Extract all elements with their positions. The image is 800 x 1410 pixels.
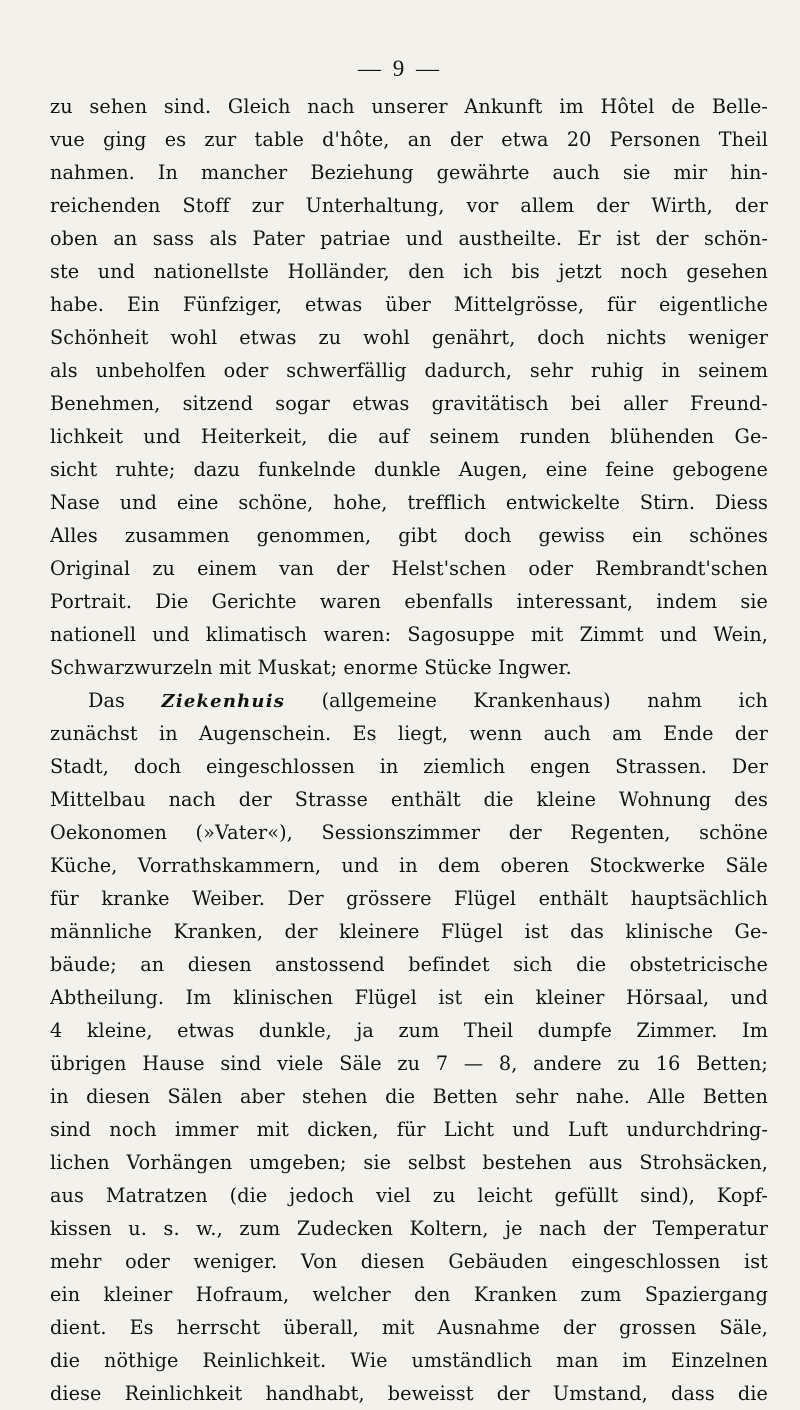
paragraph-start-line [50,684,768,717]
text-line: ein kleiner Hofraum, welcher den Kranken zum Spaziergang [50,1283,768,1306]
lead-word: Das [88,689,125,712]
text-line: nationell und klimatisch waren: Sagosuppe mit Zimmt und Wein, [50,623,768,646]
text-line: die nöthige Reinlichkeit. Wie umständlich man im Einzelnen [50,1349,768,1372]
text-line: lichkeit und Heiterkeit, die auf seinem runden blühenden Ge- [50,425,768,448]
lead-continuation: (allgemeine Krankenhaus) nahm ich [321,689,768,712]
text-line: diese Reinlichkeit handhabt, beweisst der Umstand, dass die [50,1382,768,1405]
text-line: Alles zusammen genommen, gibt doch gewiss ein schönes [50,524,768,547]
text-line: lichen Vorhängen umgeben; sie selbst bestehen aus Strohsäcken, [50,1151,768,1174]
text-line: Schönheit wohl etwas zu wohl genährt, doch nichts weniger [50,326,768,349]
text-line: aus Matratzen (die jedoch viel zu leicht gefüllt sind), Kopf- [50,1184,768,1207]
text-line: habe. Ein Fünfziger, etwas über Mittelgrösse, für eigentliche [50,293,768,316]
text-line: Schwarzwurzeln mit Muskat; enorme Stücke Ingwer. [50,656,572,679]
text-line: Nase und eine schöne, hohe, trefflich entwickelte Stirn. Diess [50,491,768,514]
text-line: in diesen Sälen aber stehen die Betten sehr nahe. Alle Betten [50,1085,768,1108]
text-line: ste und nationellste Holländer, den ich bis jetzt noch gesehen [50,260,768,283]
text-line: Original zu einem van der Helst'schen oder Rembrandt'schen [50,557,768,580]
text-line: mehr oder weniger. Von diesen Gebäuden eingeschlossen ist [50,1250,768,1273]
text-line: nahmen. In mancher Beziehung gewährte auch sie mir hin- [50,161,768,184]
text-line: für kranke Weiber. Der grössere Flügel enthält hauptsächlich [50,887,768,910]
text-line: dient. Es herrscht überall, mit Ausnahme der grossen Säle, [50,1316,768,1339]
text-line: zunächst in Augenschein. Es liegt, wenn auch am Ende der [50,722,768,745]
body-text [50,90,768,1410]
text-line: bäude; an diesen anstossend befindet sich die obstetricische [50,953,768,976]
text-line: Abtheilung. Im klinischen Flügel ist ein kleiner Hörsaal, und [50,986,768,1009]
text-line: reichenden Stoff zur Unterhaltung, vor allem der Wirth, der [50,194,768,217]
emphasized-term: Ziekenhuis [161,691,286,712]
text-line: oben an sass als Pater patriae und austheilte. Er ist der schön- [50,227,768,250]
text-line: Benehmen, sitzend sogar etwas gravitätisch bei aller Freund- [50,392,768,415]
text-line: Oekonomen (»Vater«), Sessionszimmer der Regenten, schöne [50,821,768,844]
text-line: Küche, Vorrathskammern, und in dem oberen Stockwerke Säle [50,854,768,877]
text-line: Portrait. Die Gerichte waren ebenfalls interessant, indem sie [50,590,768,613]
text-line: 4 kleine, etwas dunkle, ja zum Theil dumpfe Zimmer. Im [50,1019,768,1042]
text-line: übrigen Hause sind viele Säle zu 7 — 8, andere zu 16 Betten; [50,1052,768,1075]
text-line: männliche Kranken, der kleinere Flügel ist das klinische Ge- [50,920,768,943]
text-line: sicht ruhte; dazu funkelnde dunkle Augen, eine feine gebogene [50,458,768,481]
text-line: als unbeholfen oder schwerfällig dadurch, sehr ruhig in seinem [50,359,768,382]
text-line: kissen u. s. w., zum Zudecken Koltern, je nach der Temperatur [50,1217,768,1240]
text-line: sind noch immer mit dicken, für Licht und Luft undurchdring- [50,1118,768,1141]
text-line: vue ging es zur table d'hôte, an der etwa 20 Personen Theil [50,128,768,151]
text-line: zu sehen sind. Gleich nach unserer Ankunft im Hôtel de Belle- [50,95,768,118]
text-line: Stadt, doch eingeschlossen in ziemlich engen Strassen. Der [50,755,768,778]
text-line: Mittelbau nach der Strasse enthält die kleine Wohnung des [50,788,768,811]
page-number: — 9 — [358,56,442,81]
